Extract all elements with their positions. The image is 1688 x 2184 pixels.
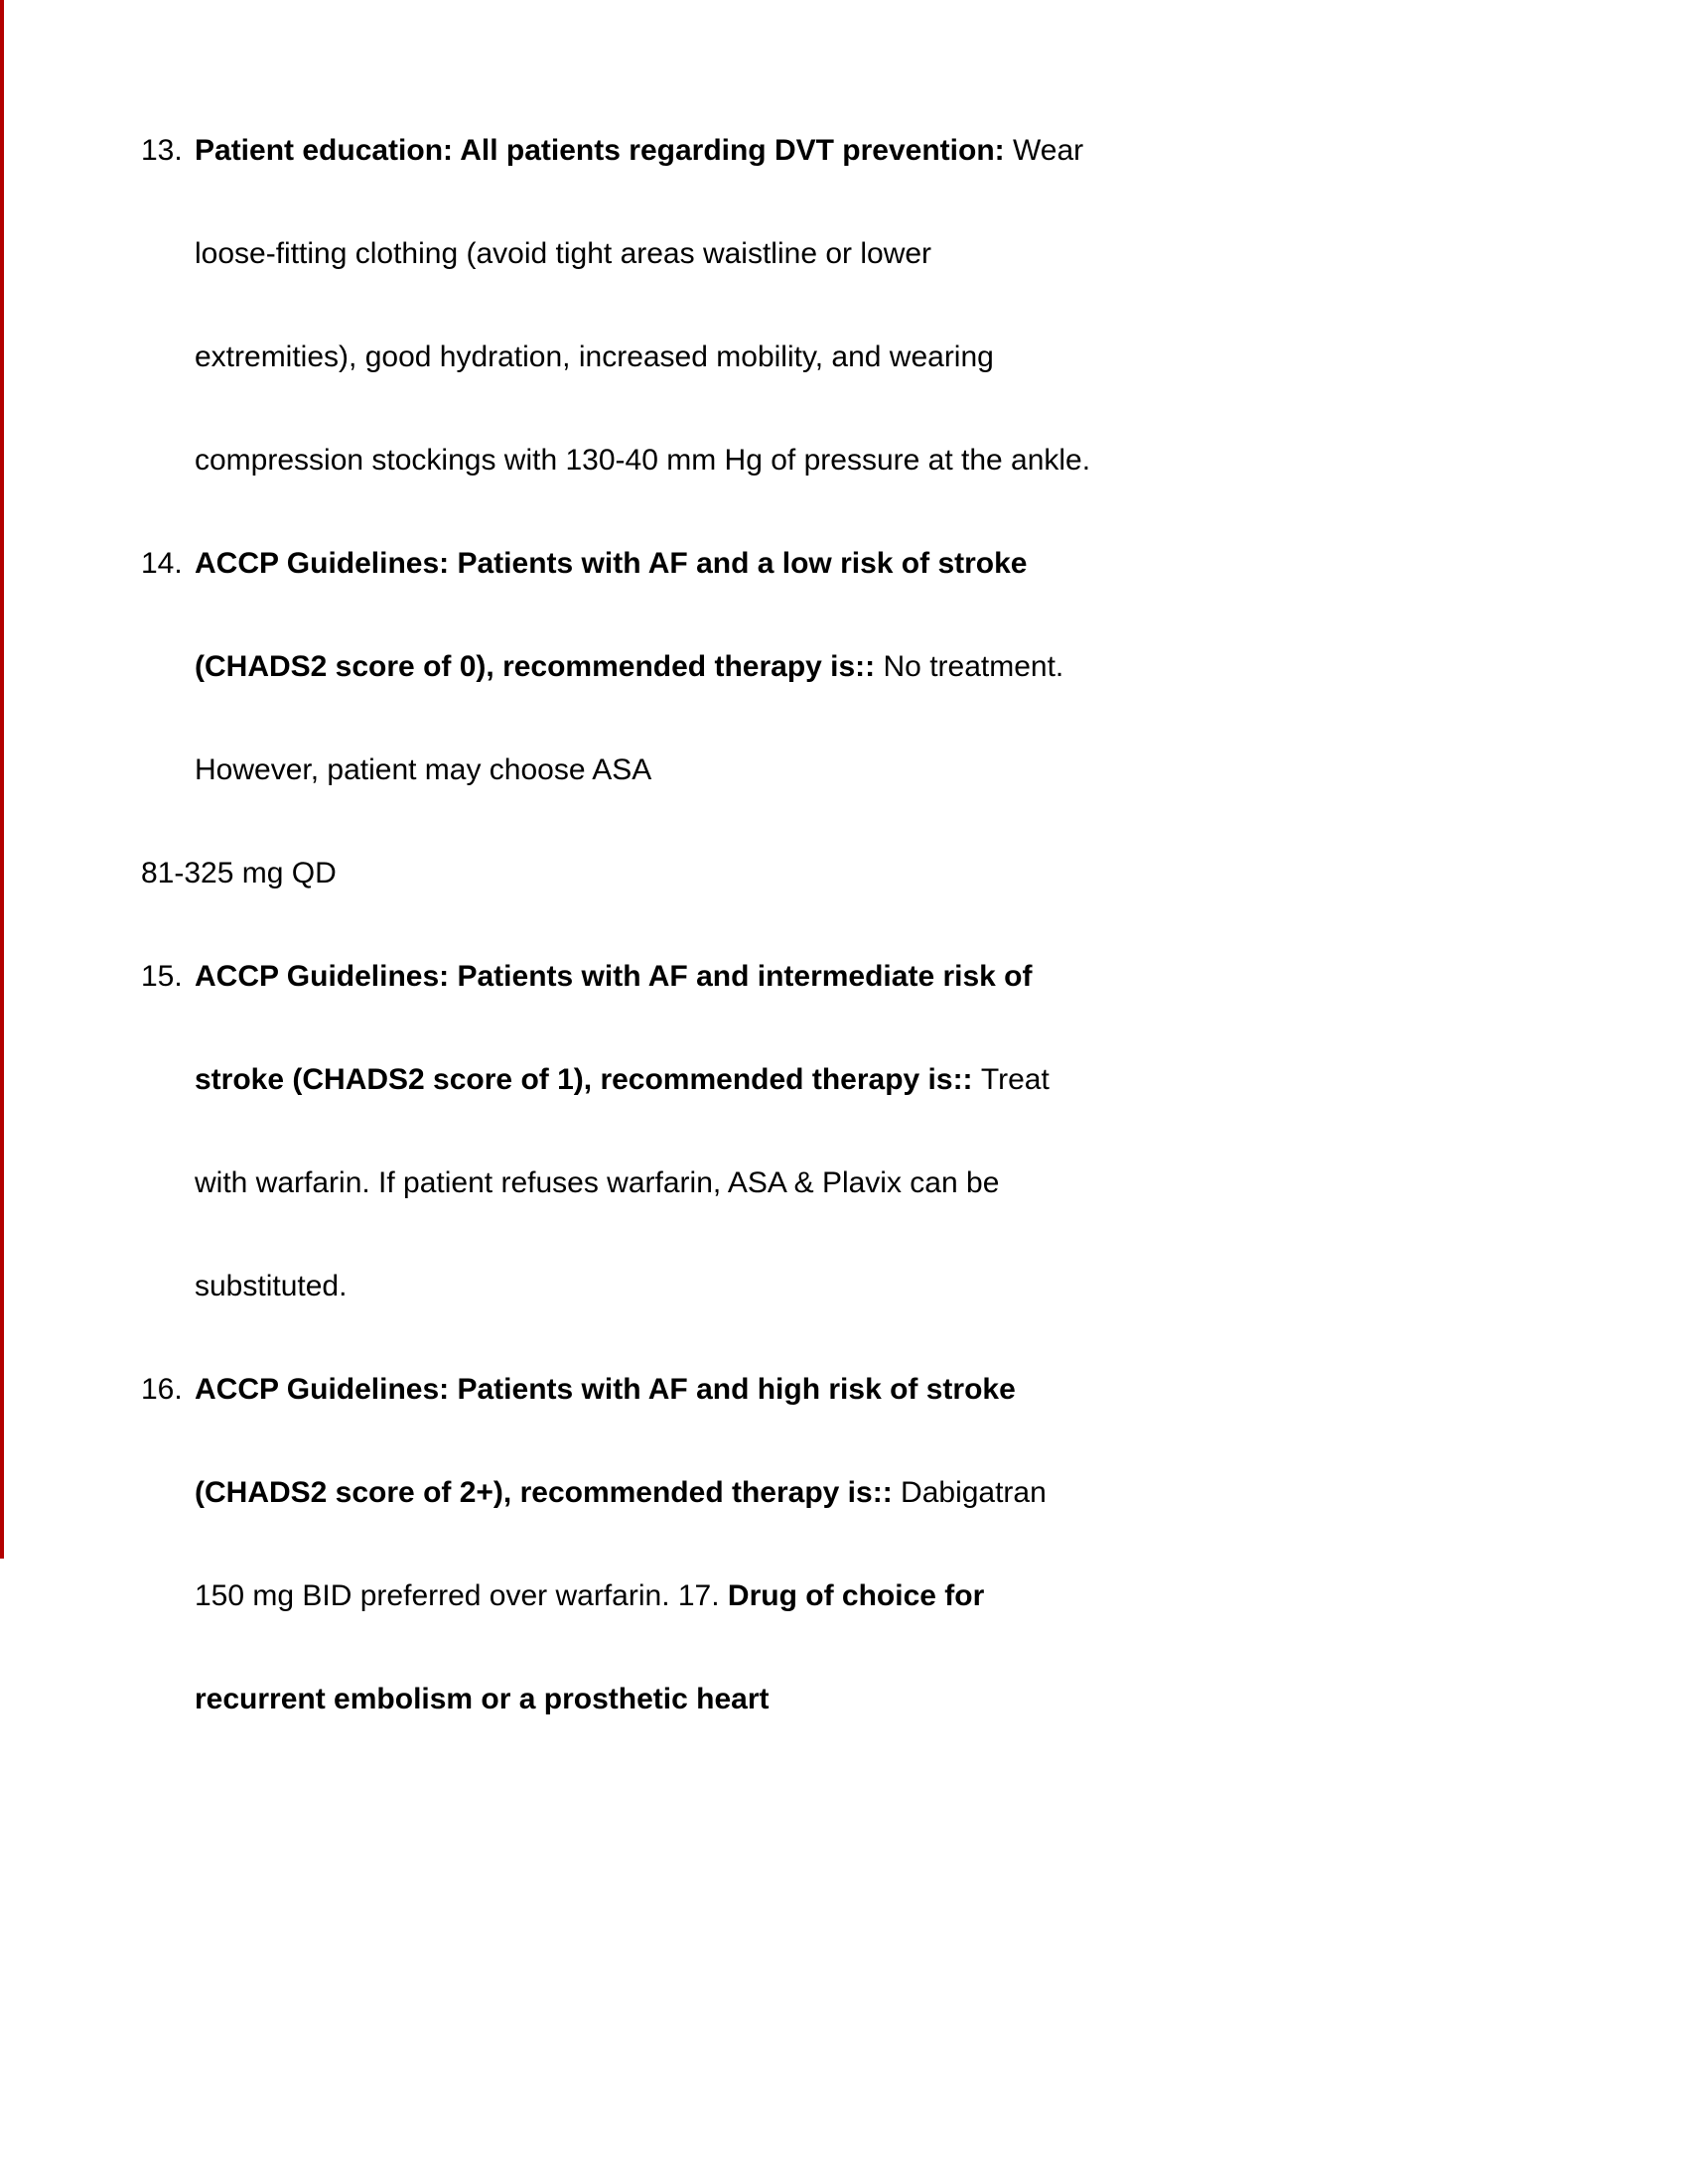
list-item-16 [141, 1338, 1099, 1751]
item-text: No treatment. However, patient may choose ASA [195, 650, 1064, 786]
item-heading: ACCP Guidelines: Patients with AF and a low risk of stroke (CHADS2 score of 0), recommended therapy is:: [195, 547, 1028, 683]
list-item-14 [141, 512, 1099, 822]
list-item-13 [141, 99, 1099, 512]
item-text: Dabigatran 150 mg BID preferred over warfarin. 17. [195, 1476, 1047, 1612]
item-text: Treat with warfarin. If patient refuses warfarin, ASA & Plavix can be substituted. [195, 1063, 1050, 1302]
red-edge-line [0, 0, 4, 1559]
item-heading: ACCP Guidelines: Patients with AF and high risk of stroke (CHADS2 score of 2+), recommended therapy is:: [195, 1373, 1016, 1509]
item-heading: ACCP Guidelines: Patients with AF and intermediate risk of stroke (CHADS2 score of 1), recommended therapy is:: [195, 960, 1033, 1096]
item-number: 16. [141, 1373, 183, 1406]
item-heading: Patient education: All patients regarding DVT prevention: [195, 134, 1013, 167]
item-number: 13. [141, 134, 183, 167]
document-body [141, 99, 1099, 1751]
list-item-15 [141, 925, 1099, 1338]
item-number: 15. [141, 960, 183, 993]
item-text: Wear loose-fitting clothing (avoid tight areas waistline or lower extremities), good hydration, increased mobility, and wearing compression stockings with 130-40 mm Hg of pressure at the ankle. [195, 134, 1091, 477]
standalone-paragraph [141, 822, 1099, 925]
item-text: 81-325 mg QD [141, 857, 337, 889]
item-number: 14. [141, 547, 183, 580]
item-heading-continued: Drug of choice for recurrent embolism or a prosthetic heart [195, 1579, 985, 1715]
